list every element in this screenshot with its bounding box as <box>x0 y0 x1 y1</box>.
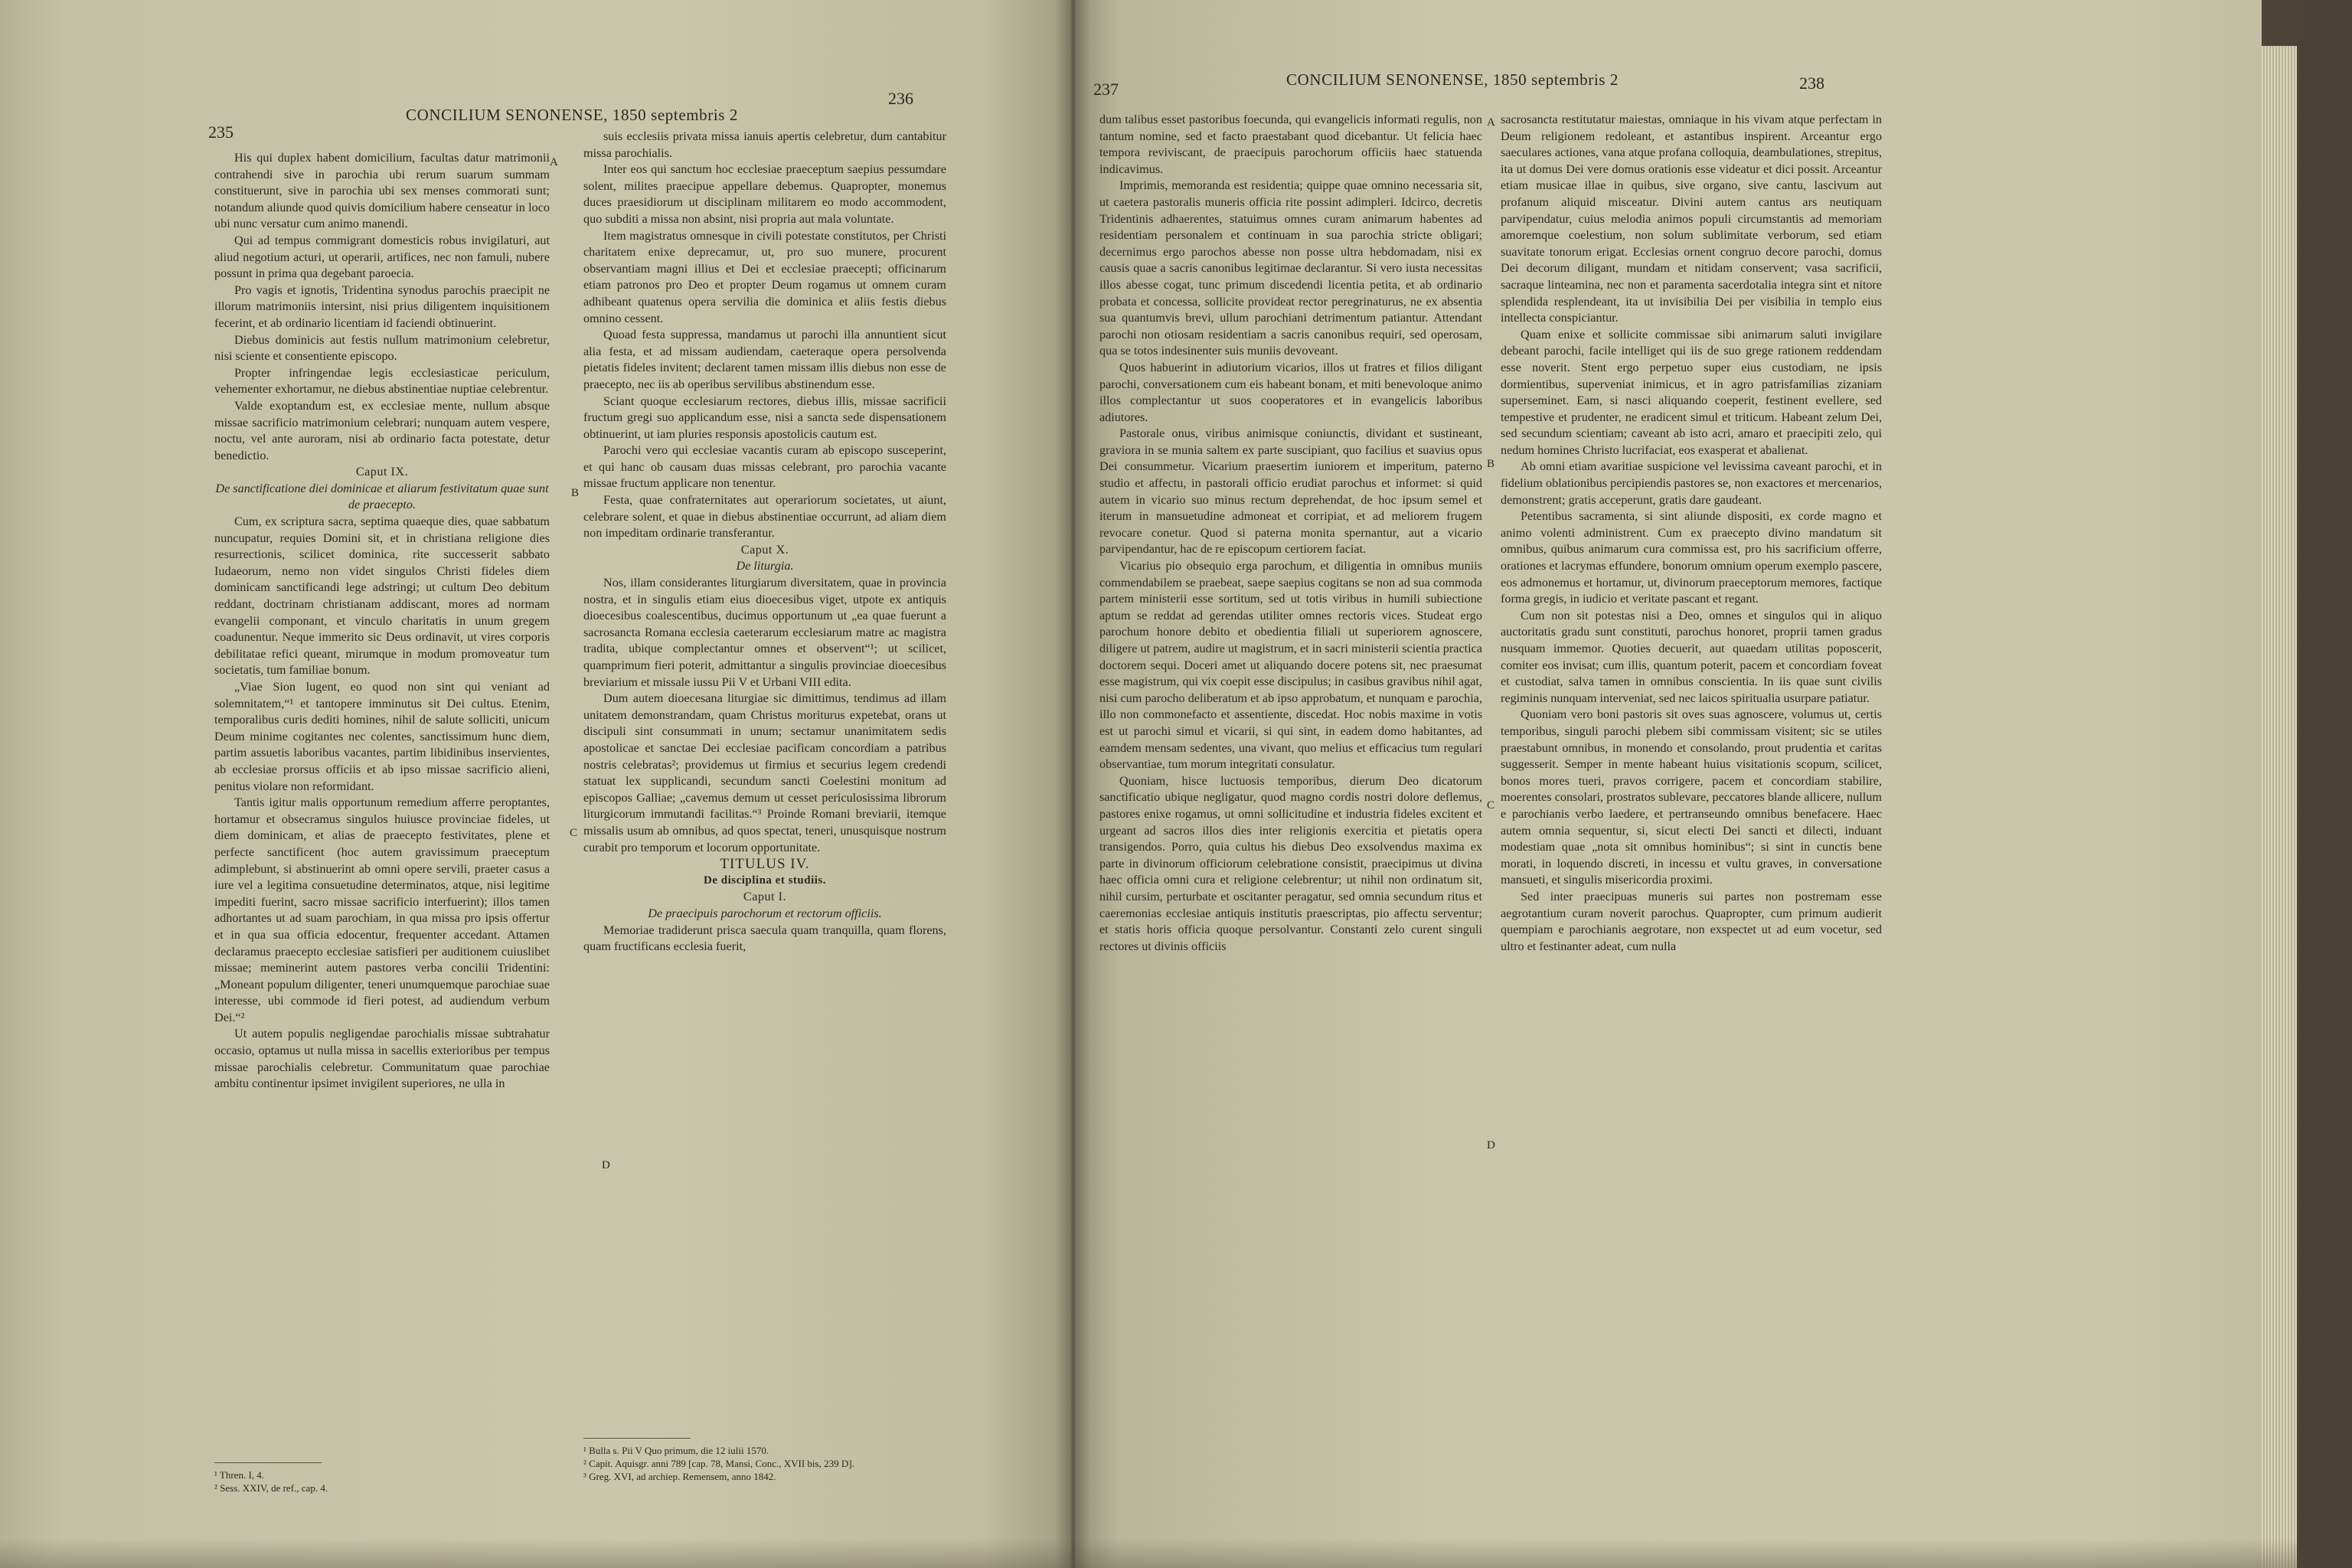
paragraph: Quoniam, hisce luctuosis temporibus, dierum Deo dicatorum sanctificatio ubique negligatur, quod magno cordis nostri dolore deflemus, pastores enixe rogamus, ut omni sollicitudine et industria fideles excitent et urgeant ad sacros illos dies inter religionis exercitia et pietatis opera transigendos. Porro, quia cultus his diebus Deo exsolvendus maxima ex parte in divinorum officiorum celebratione consistit, praecipimus ut divina haec officia omni cura et religione celebrentur; ut nihil non ordinatum sit, nihil cursim, perturbate et oscitanter peragatur, sed omnia secundum ritus et caeremonias ecclesiae antiquis institutis praescriptas, pio affectu serventur; et statis horis officia quoque persolvantur. Constanti zelo curent singuli rectores ut divinis officiis <box>1099 773 1482 953</box>
paragraph: Nos, illam considerantes liturgiarum diversitatem, quae in provincia nostra, et in singulis etiam eius dioecesibus viget, utpote ex antiquis dioecesibus coalescentibus, ducimus opportunum ut „ea quae fuerunt a sacrosancta Romana ecclesia caeterarum ecclesiarum matre ac magistra tradita, ubique complectantur omnes et observent“¹; ut scilicet, quamprimum fieri poterit, admittantur a singulis provinciae dioecesibus breviarium et missale iussu Pii V et Urbani VIII edita. <box>583 576 946 689</box>
margin-letter: A <box>1487 116 1495 129</box>
margin-letter: A <box>550 156 558 168</box>
text-column-right <box>1501 112 1882 955</box>
paragraph: Ab omni etiam avaritiae suspicione vel levissima caveant parochi, et in fidelium oblationibus percipiendis pastores se, non exactores et mercenarios, demonstrent; gratis acceperunt, gratis dare gaudeant. <box>1501 459 1882 507</box>
chapter-title: De liturgia. <box>736 559 794 573</box>
book-gutter <box>1055 0 1090 1568</box>
paragraph: Sed inter praecipuas muneris sui partes non postremam esse aegrotantium curam noverit parochus. Quapropter, cum primum audierit quempiam e parochianis aegrotare, non exspectet ut ad eum vocetur, sed ultro et festinanter adeat, cum nulla <box>1501 889 1882 953</box>
paragraph: Festa, quae confraternitates aut operariorum societates, ut aiunt, celebrare solent, et quae in diebus abstinentiae occurrunt, ad aliam diem non impeditam ordinarie transferantur. <box>583 493 946 541</box>
paragraph: Item magistratus omnesque in civili potestate constitutos, per Christi charitatem enixe deprecamur, ut, pro suo munere, procurent observantiam magni illius et Dei et ecclesiae praecepti; officinarum etiam patronos pro Deo et propter Deum rogamus ut omnem curam adhibeant quatenus opera servilia die dominica et aliis festis diebus omnino cessent. <box>583 228 946 325</box>
footnote: ¹ Bulla s. Pii V Quo primum, die 12 iulii 1570. <box>583 1445 769 1456</box>
paragraph: Inter eos qui sanctum hoc ecclesiae praeceptum saepius pessumdare solent, milites praecipue appellare debemus. Quapropter, monemus duces praesidiorum ut disciplinam militarem eo modo accommodent, quo subditi a missa non absint, nisi propria aut mala voluntate. <box>583 162 946 226</box>
paragraph: Cum non sit potestas nisi a Deo, omnes et singulos qui in aliquo auctoritatis gradu sunt constituti, parochus honoret, proprii tamen gradus nusquam immemor. Quoties decuerit, aut quaedam utilitas poposcerit, comiter eos invisat; cum illis, quantum poterit, pacem et concordiam foveat et custodiat, salva tamen in omnibus conscientia. In iis quae sunt civilis regiminis nunquam interveniat, sed nec laicos spiritualia usurpare patiatur. <box>1501 608 1882 705</box>
margin-letter: B <box>1487 458 1495 470</box>
running-head: CONCILIUM SENONENSE, 1850 septembris 2 <box>406 106 739 124</box>
title-subheading: De disciplina et studiis. <box>703 874 827 887</box>
paragraph: Quoad festa suppressa, mandamus ut parochi illa annuntient sicut alia festa, et ad missam audiendam, caeteraque opera persolvenda pietatis fideles invitent; declarent tamen missam illis diebus non esse de praecepto, nec iis ab operibus servilibus abstinendum esse. <box>583 328 946 391</box>
paragraph: Imprimis, memoranda est residentia; quippe quae omnino necessaria sit, ut caetera pastoralis muneris officia rite possint adimpleri. Idcirco, decretis Tridentinis adhaerentes, statuimus omnes curam animarum habentes ad residentiam personalem et continuam in sua parochia stricte obligari; decernimus ergo parochos abesse non posse ultra hebdomadam, nisi ex causis quae a sacris canonibus legitimae declarantur. Si vero iusta necessitas illos abesse cogat, tunc primum discedendi licentia petita, et ab ordinario probata et concessa, sollicite provideat rector peregrinaturus, ne ex absentia sua quantumvis brevi, ullum parochiani detrimentum patiantur. Attendant parochi non otiosam residentiam a sacris canonibus requiri, sed operosam, qua se totos indesinenter suis muniis devoveant. <box>1099 178 1482 358</box>
paragraph: Sciant quoque ecclesiarum rectores, diebus illis, missae sacrificii fructum gregi suo applicandum esse, nisi a sancta sede dispensationem obtinuerint, ut iam pluries responsis apostolicis cautum est. <box>583 394 946 441</box>
paragraph: Qui ad tempus commigrant domesticis robus invigilaturi, aut aliud negotium acturi, ut operarii, artifices, nec non famuli, nubere possunt in prima qua degebant paroecia. <box>214 233 550 281</box>
folio-number: 236 <box>888 89 913 108</box>
paragraph: His qui duplex habent domicilium, facultas datur matrimonii contrahendi sive in parochia ubi rerum suarum summam constituerunt, sive in parochia ubi sex menses commorati sunt; notandum aliunde quod quivis domicilium habere censeatur in loco ubi nunc versatur cum animo manendi. <box>214 151 550 231</box>
margin-letter: B <box>571 487 580 499</box>
paragraph: Dum autem dioecesana liturgiae sic dimittimus, tendimus ad illam unitatem demonstrandam, quam Christus moriturus expetebat, orans ut discipuli sint consummati in unum; sectamur unanimitatem sedis apostolicae et sanctae Dei ecclesiae pacificam concordiam a patribus nostris celebratas²; providemus ut firmius et securius legem credendi statuat lex supplicandi, secundum sancti Coelestini monitum ad episcopos Galliae; „cavemus demum ut cesset periculosissima librorum liturgicorum immutandi facilitas.“³ Proinde Romani breviarii, itemque missalis usum ab omnibus, ad quos spectat, teneri, unusquisque nostrum curabit pro temporum et locorum opportunitate. <box>583 691 946 854</box>
paragraph: Diebus dominicis aut festis nullum matrimonium celebretur, nisi sciente et consentiente episcopo. <box>214 332 550 364</box>
paragraph: Tantis igitur malis opportunum remedium afferre peroptantes, hortamur et obsecramus singulos huiusce provinciae fideles, ut diem dominicam, et alias de praecepto festivitates, plene et perfecte sanctificent (hoc autem gravissimum praeceptum adimplebunt, si abstinuerint ab omni opere servili, praeter casus a iure vel a legitima consuetudine determinatos, atque, nisi legitime impediti fuerint, sacro missae sacrificio interfuerint); illos tamen adhortantes ut ad suam parochiam, in qua missa pro ipsis offertur et in qua sua officia edocentur, frequenter accedant. Attamen declaramus praecepto ecclesiae satisfieri per auditionem cuiuslibet missae; meminerint autem pastores verba concilii Tridentini: „Moneant populum diligenter, teneri unumquemque parochiae suae interesse, ubi commode id fieri potest, ad audiendum verbum Dei.“² <box>214 795 550 1024</box>
paragraph: sacrosancta restitutatur maiestas, omniaque in his vivam atque perfectam in Deum religionem redoleant, et astantibus inspirent. Arceantur ergo saeculares actiones, vana atque profana colloquia, deambulationes, strepitus, ita ut domus Dei vere domus orationis esse videatur et dici possit. Arceantur etiam musicae illae in quibus, sive organo, sive cantu, lascivum aut profanum aliquid misceatur. Divini autem cantus ars neutiquam parvipendatur, cuius melodia animos populi circumstantis ad memoriam amoremque coelestium, non solum sublimitate verborum, sed etiam suavitate tonorum erigat. Ecclesias ornent congruo decore parochi, domus Dei decorum diligant, mundam et nitidam conservent; vasa sacrificii, sacraque linteamina, nec non et paramenta sacerdotalia integra sint et nitore splendida resplendeant, ita ut invisibilia Dei per visibilia in templo eius intellecta conspiciantur. <box>1501 113 1882 325</box>
right-page <box>1070 0 2262 1568</box>
footnote: ² Capit. Aquisgr. anni 789 [cap. 78, Mansi, Conc., XVII bis, 239 D]. <box>583 1458 854 1469</box>
paragraph: Pro vagis et ignotis, Tridentina synodus parochis praecipit ne illorum matrimoniis intersint, nisi prius diligentem inquisitionem fecerint, et ab ordinario licentiam id faciendi obtinuerint. <box>214 283 550 330</box>
paragraph: Memoriae tradiderunt prisca saecula quam tranquilla, quam florens, quam fructificans ecclesia fuerit, <box>583 923 946 954</box>
text-column-left <box>1099 112 1482 955</box>
running-head: CONCILIUM SENONENSE, 1850 septembris 2 <box>1286 70 1619 89</box>
chapter-heading: Caput X. <box>740 542 789 557</box>
paragraph: Vicarius pio obsequio erga parochum, et diligentia in omnibus muniis commendabilem se praebeat, saepe saepius cogitans se non ad sua commoda partem ministerii esse sortitum, sed ut totis viribus in humili subiectione aptum se reddat ad gerendas utiliter omnes rectoris vices. Studeat ergo parochum honore debito et obedientia filiali ut superiorem agnoscere, diligere ut patrem, audire ut magistrum, et in sacri ministerii scientia practica doctorem sequi. Doceri amet ut aliquando docere potens sit, nec praesumat esse magistrum, qui vix coepit esse discipulus; in casibus gravibus nihil agat, nisi cum parocho deliberatum et ab ipso approbatum, et nunquam e parochia, illo non commonefacto et assentiente, discedat. Hoc nobis maxime in votis est ut parochi simul et vicarii, si qui sint, in eadem domo habitantes, ad eamdem mensam sedentes, una vivant, quo melius et efficacius tum regulari observantiae, tum morum integritati consulatur. <box>1099 559 1482 772</box>
footnotes <box>214 1468 550 1494</box>
chapter-title: De sanctificatione diei dominicae et aliarum festivitatum quae sunt de praecepto. <box>215 481 549 512</box>
paragraph: dum talibus esset pastoribus foecunda, qui evangelicis informati regulis, non tantum nomine, sed et facto praestabant quod dicebantur. Ut felicia haec tempora reviviscant, de praecipuis parochorum officiis haec statuenda indicavimus. <box>1099 113 1482 176</box>
text-column-left <box>214 150 550 1093</box>
margin-letter: C <box>570 827 578 839</box>
footnote-rule <box>214 1462 322 1463</box>
paragraph: suis ecclesiis privata missa ianuis apertis celebretur, dum cantabitur missa parochialis. <box>583 129 946 160</box>
paragraph: Petentibus sacramenta, si sint aliunde dispositi, ex corde magno et animo volenti administrent. Cum ex praecepto divino mandatum sit omnibus, quibus animarum cura commissa est, pro his sacrificium offerre, orationes et lacrymas effundere, bonorum omnium operum exemplo pascere, eos admonemus et hortamur, ut, divinorum praeceptorum memores, factique forma gregis, in iudicio et veritate pascant et regant. <box>1501 509 1882 606</box>
paragraph: Pastorale onus, viribus animisque coniunctis, dividant et sustineant, graviora in se munia saltem ex parte suscipiant, quo facilius et suavius opus Dei consummetur. Vicarium praesertim iuniorem et imperitum, paterno studio et affectu, in pastorali officio erudiat parochus et informet: si quid autem in vicario suo minus rectum deprehendat, de hoc ipsum semel et iterum in mansuetudine admoneat et corripiat, et ad meliorem frugem revocare conetur. Quod si paterna monita spernantur, aut a vicario parvipendantur, hac de re episcopum certiorem faciat. <box>1099 426 1482 557</box>
paragraph: Ut autem populis negligendae parochialis missae subtrahatur occasio, optamus ut nulla missa in sacellis exterioribus per tempus missae parochialis celebretur. Communitatum quae parochiae ambitu continentur ipsimet invigilent superiores, ne ulla in <box>214 1027 550 1091</box>
text-column-right <box>583 129 946 956</box>
footnote: ³ Greg. XVI, ad archiep. Remensem, anno 1842. <box>583 1471 776 1482</box>
page-bottom-shadow <box>0 1539 2297 1568</box>
paragraph: Quoniam vero boni pastoris sit oves suas agnoscere, volumus ut, certis temporibus, singuli parochi plebem sibi commissam visitent; sic se utiles praestabunt omnibus, in monendo et consolando, prout prudentia et caritas suggesserit. Semper in mente habeant huius visitationis scopum, scilicet, bonos mores tueri, pravos corrigere, pacem et concordiam stabilire, moerentes consolari, prostratos sublevare, peccatores blande allicere, nullum e parochianis verbo laedere, et pertranseundo omnibus benefacere. Haec autem omnia sequentur, si, sicut electi Dei sancti et dilecti, induant modestiam quae „nota sit omnibus hominibus“; si sint in cunctis bene morati, in loquendo discreti, in incessu et vultu graves, in conversatione mansueti, et singulis misericordia proximi. <box>1501 707 1882 887</box>
folio-number: 235 <box>208 122 234 142</box>
footnote: ¹ Thren. I, 4. <box>214 1469 265 1481</box>
paragraph: „Viae Sion lugent, eo quod non sint qui veniant ad solemnitatem,“¹ et tantopere imminutus sit Dei cultus. Etenim, temporalibus curis dediti homines, nihil de salute solliciti, unicum Deum minime cogitantes nec colentes, sanctissimum hunc diem, partim assuetis laboribus vacantes, partim libidinibus inservientes, ab ecclesiae prorsus officiis et ab ipso missae sacrificio alieni, penitus violare non reformidant. <box>214 680 550 793</box>
footnote-rule <box>583 1438 691 1439</box>
margin-letter: C <box>1487 799 1495 812</box>
paragraph: Quam enixe et sollicite commissae sibi animarum saluti invigilare debeant parochi, facile intelliget qui iis de suo grege rationem reddendam esse noverit. Stent ergo perpetuo super eius custodiam, ne ipsis dormientibus, superveniat inimicus, et in agro patrisfamilias zizaniam superseminet. Eam, si nasci aliquando coeperit, festinent evellere, sed tempestive et prudenter, ne eradicent simul et triticum. Habeant zelum Dei, sed secundum scientiam; caveant ab isto acri, amaro et praecipiti zelo, qui nedum homines Christo lucrifaciat, eos exasperat et abalienat. <box>1501 327 1882 457</box>
page-edges <box>2262 46 2297 1568</box>
paragraph: Valde exoptandum est, ex ecclesiae mente, nullum absque missae sacrificio matrimonium celebrari; nunquam autem vespere, noctu, vel ante auroram, nisi ab ordinario facta potestate, detur benedictio. <box>214 398 550 462</box>
footnote: ² Sess. XXIV, de ref., cap. 4. <box>214 1482 328 1494</box>
paragraph: Parochi vero qui ecclesiae vacantis curam ab episcopo susceperint, et qui hanc ob causam duas missas celebrant, pro parochia vacante missae fructum applicare non tenentur. <box>583 443 946 491</box>
chapter-title: De praecipuis parochorum et rectorum officiis. <box>648 906 882 920</box>
chapter-heading: Caput IX. <box>355 465 409 479</box>
folio-number: 238 <box>1799 74 1824 93</box>
title-heading: TITULUS IV. <box>720 856 810 873</box>
left-page <box>0 0 1070 1568</box>
margin-letter: D <box>1487 1139 1495 1152</box>
folio-number: 237 <box>1093 80 1119 99</box>
paragraph: Quos habuerint in adiutorium vicarios, illos ut fratres et filios diligant parochi, conversationem cum eis habeant bonam, et miti benevoloque animo illos complectantur ut suos cooperatores et in evangelicis laboribus adiutores. <box>1099 360 1482 424</box>
chapter-heading: Caput I. <box>743 890 787 904</box>
paragraph: Cum, ex scriptura sacra, septima quaeque dies, quae sabbatum nuncupatur, requies Domini sit, et in christiana religione dies resurrectionis, scilicet dominica, rite successerit sabbato Iudaeorum, nemo non videt singulos Christi fideles diem dominicam sanctificandi lege adstringi; ut cultum Deo debitum reddant, doctrinam christianam addiscant, mores ad normam evangelii componant, et vinculo charitatis in unum gregem coadunentur. Neque immerito sic Deus ordinavit, ut vires corporis debilitatae refici queant, mirumque in modum promoveatur tum societatis, tum familiae bonum. <box>214 514 550 678</box>
margin-letter: D <box>602 1159 610 1171</box>
paragraph: Propter infringendae legis ecclesiasticae periculum, vehementer exhortamur, ne diebus abstinentiae nuptiae celebrentur. <box>214 365 550 397</box>
footnotes <box>583 1444 946 1483</box>
